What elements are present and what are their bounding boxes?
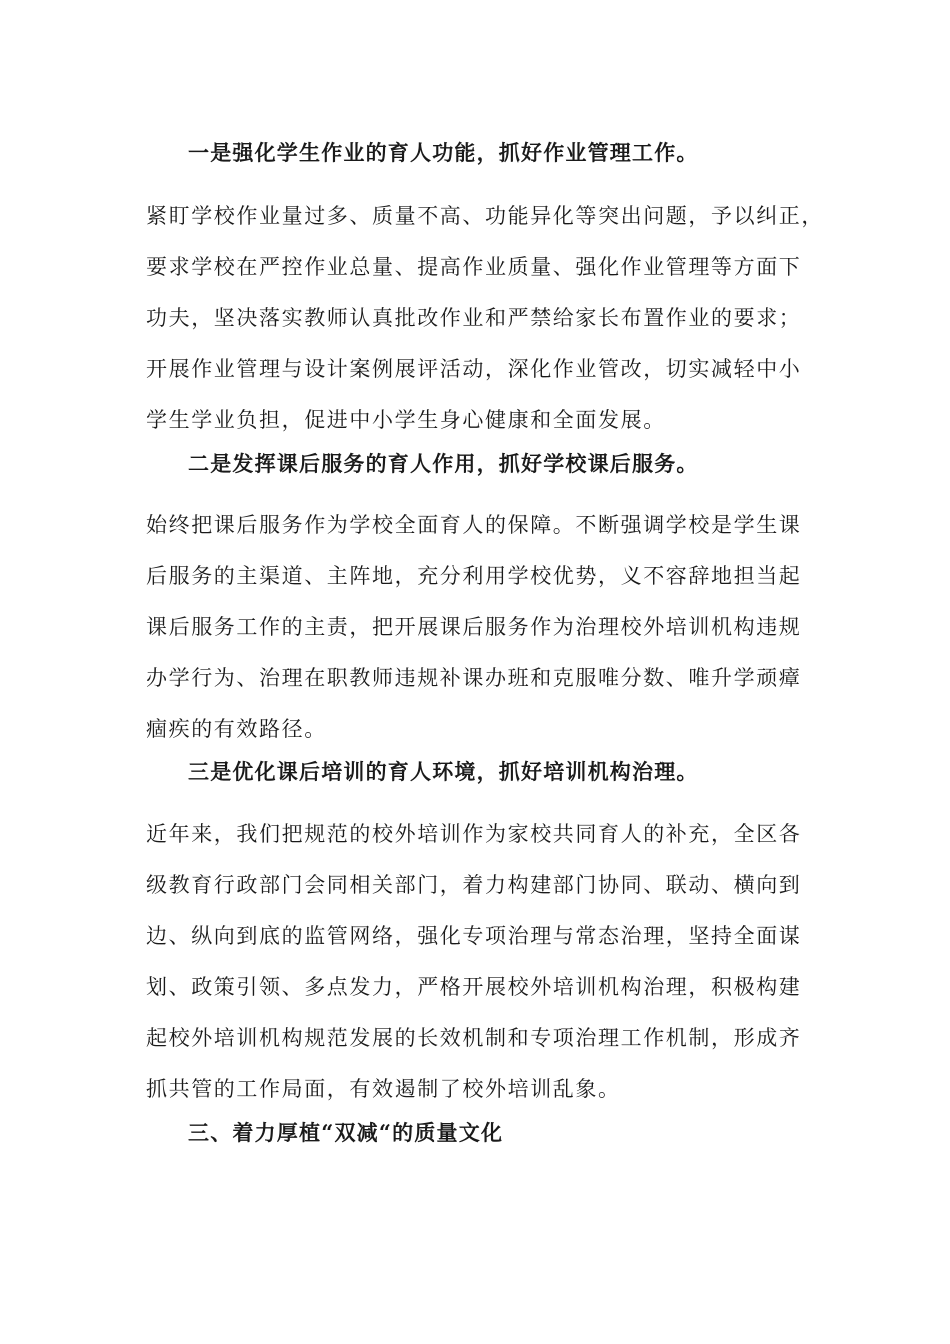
paragraph-line: 学生学业负担，促进中小学生身心健康和全面发展。 bbox=[146, 408, 666, 432]
section-2-heading: 二是发挥课后服务的育人作用，抓好学校课后服务。 bbox=[188, 451, 699, 476]
paragraph-line: 划、政策引领、多点发力，严格开展校外培训机构治理，积极构建 bbox=[146, 975, 802, 999]
section-2-paragraph bbox=[146, 500, 806, 755]
section-1-heading: 一是强化学生作业的育人功能，抓好作业管理工作。 bbox=[188, 140, 699, 165]
paragraph-line: 要求学校在严控作业总量、提高作业质量、强化作业管理等方面下 bbox=[146, 255, 802, 279]
paragraph-line: 课后服务工作的主责，把开展课后服务作为治理校外培训机构违规 bbox=[146, 615, 802, 639]
section-3-paragraph bbox=[146, 809, 806, 1115]
paragraph-line: 功夫，坚决落实教师认真批改作业和严禁给家长布置作业的要求； bbox=[146, 306, 802, 330]
paragraph-line: 紧盯学校作业量过多、质量不高、功能异化等突出问题，予以纠正， bbox=[146, 204, 824, 228]
paragraph-line: 办学行为、治理在职教师违规补课办班和克服唯分数、唯升学顽瘴 bbox=[146, 666, 802, 690]
section-3-heading: 三是优化课后培训的育人环境，抓好培训机构治理。 bbox=[188, 759, 699, 784]
final-heading: 三、着力厚植“双减“的质量文化 bbox=[188, 1120, 504, 1145]
paragraph-line: 级教育行政部门会同相关部门，着力构建部门协同、联动、横向到 bbox=[146, 873, 802, 897]
paragraph-line: 后服务的主渠道、主阵地，充分利用学校优势，义不容辞地担当起 bbox=[146, 564, 802, 588]
paragraph-line: 痼疾的有效路径。 bbox=[146, 717, 327, 741]
section-1-paragraph bbox=[146, 191, 824, 446]
paragraph-line: 抓共管的工作局面，有效遏制了校外培训乱象。 bbox=[146, 1077, 621, 1101]
paragraph-line: 近年来，我们把规范的校外培训作为家校共同育人的补充，全区各 bbox=[146, 822, 802, 846]
paragraph-line: 边、纵向到底的监管网络，强化专项治理与常态治理，坚持全面谋 bbox=[146, 924, 802, 948]
paragraph-line: 起校外培训机构规范发展的长效机制和专项治理工作机制，形成齐 bbox=[146, 1026, 802, 1050]
paragraph-line: 开展作业管理与设计案例展评活动，深化作业管改，切实减轻中小 bbox=[146, 357, 802, 381]
paragraph-line: 始终把课后服务作为学校全面育人的保障。不断强调学校是学生课 bbox=[146, 513, 802, 537]
